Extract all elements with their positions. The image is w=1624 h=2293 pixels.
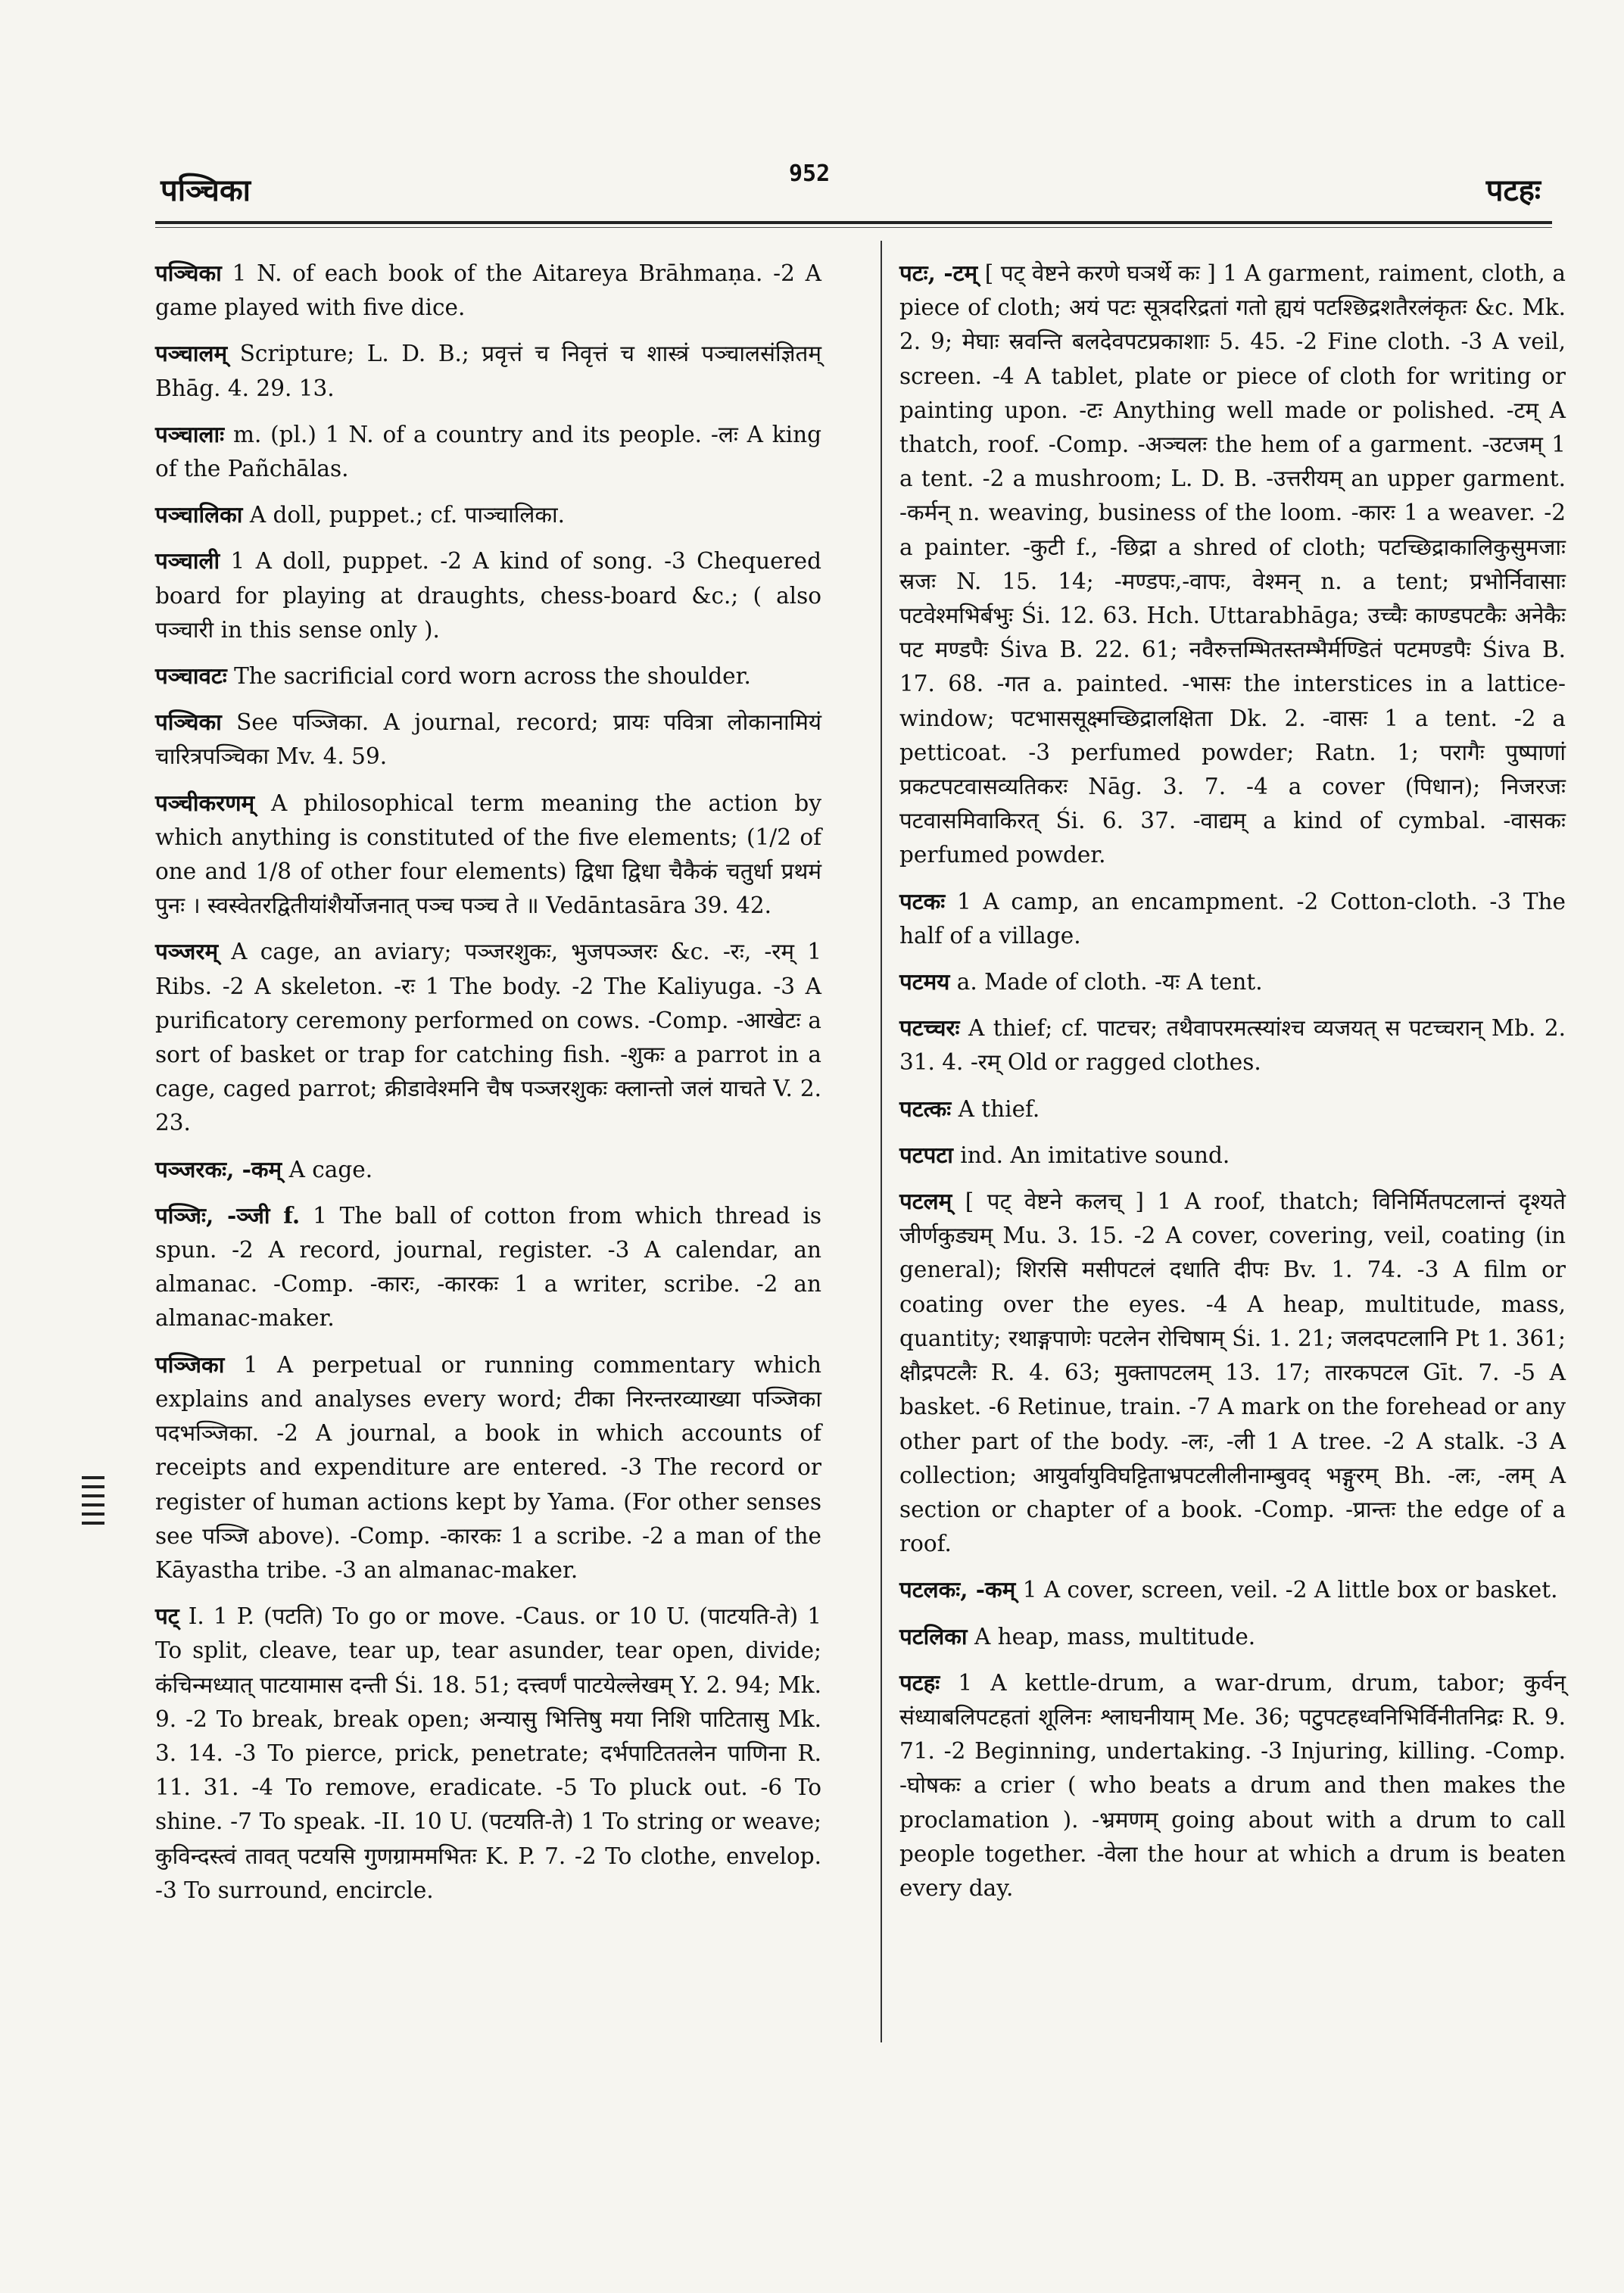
headword: पटमय — [899, 968, 950, 995]
header-rule-thin — [155, 227, 1552, 228]
definition: 1 A cover, screen, veil. -2 A little box or basket. — [1022, 1577, 1558, 1603]
headword: पटपटा — [899, 1141, 953, 1168]
headword: पञ्चालिका — [155, 501, 243, 528]
margin-marker-icon — [82, 1476, 104, 1535]
headword: पञ्जिका — [155, 1351, 225, 1378]
headword: पञ्जरम् — [155, 938, 219, 965]
page-number: 952 — [789, 160, 831, 187]
header-left-word: पञ्चिका — [161, 173, 251, 208]
definition: [ पट् वेष्टने कलच् ] 1 A roof, thatch; विनिर्मितपटलान्तं दृश्यते जीर्णकुड्यम् Mu. 3. 15. -2 A cover, covering, veil, coating (in general); शिरसि मसीपटलं दधाति दीपः Bv. 1. 74. -3 A film or coating over the eyes. -4 A heap, multitude, mass, quantity; रथाङ्गपाणेः पटलेन रोचिषाम् Śi. 1. 21; जलदपटलानि Pt 1. 361; क्षौद्रपटलैः R. 4. 63; मुक्तापटलम् 13. 17; तारकपटल Gīt. 7. -5 A basket. -6 Retinue, train. -7 A mark on the forehead or any other part of the body. -लः, -ली 1 A tree. -2 A stalk. -3 A collection; आयुर्वायुविघट्टिताभ्रपटलीलीनाम्बुवद् भङ्गुरम् Bh. -लः, -लम् A section or chapter of a book. -Comp. -प्रान्तः the edge of a roof. — [899, 1189, 1566, 1557]
dictionary-entry — [899, 1665, 1566, 1905]
headword: पटलिका — [899, 1622, 968, 1650]
headword: पञ्जरकः, -कम् — [155, 1155, 282, 1182]
headword: पञ्जिः, -ञ्जी f. — [155, 1201, 301, 1229]
headword: पञ्चालम् — [155, 340, 228, 367]
definition: ind. An imitative sound. — [960, 1142, 1230, 1168]
dictionary-entry — [155, 705, 821, 774]
headword: पटः, -टम् — [899, 260, 978, 286]
dictionary-entry — [899, 1619, 1566, 1654]
dictionary-entry — [899, 256, 1566, 873]
dictionary-entry — [155, 786, 821, 924]
dictionary-entry — [155, 336, 821, 405]
definition: A heap, mass, multitude. — [974, 1623, 1256, 1650]
headword: पञ्चावटः — [155, 662, 227, 690]
dictionary-entry — [899, 1011, 1566, 1080]
headword: पञ्चिका — [155, 260, 222, 286]
definition: 1 The ball of cotton from which thread is spun. -2 A record, journal, register. -3 A calendar, an almanac. -Comp. -कारः, -कारकः 1 a writer, scribe. -2 an almanac-maker. — [155, 1202, 821, 1332]
dictionary-entry — [155, 544, 821, 647]
headword: पटहः — [899, 1668, 940, 1696]
dictionary-entry — [899, 964, 1566, 999]
dictionary-entry — [155, 256, 821, 325]
definition: A cage. — [288, 1156, 373, 1182]
headword: पटलकः, -कम् — [899, 1576, 1016, 1603]
header-rule — [155, 221, 1552, 224]
dictionary-entry — [899, 1572, 1566, 1607]
header-right-word: पटहः — [1485, 173, 1541, 208]
definition: Scripture; L. D. B.; प्रवृत्तं च निवृत्तं च शास्त्रं पञ्चालसंज्ञितम् Bhāg. 4. 29. 13. — [155, 341, 821, 401]
headword: पञ्चाली — [155, 547, 220, 575]
dictionary-entry — [155, 659, 821, 693]
definition: A thief; cf. पाटचर; तथैवापरमत्स्यांश्च व्यजयत् स पटच्चरान् Mb. 2. 31. 4. -रम् Old or ragged clothes. — [899, 1015, 1566, 1076]
definition: See पञ्जिका. A journal, record; प्रायः पवित्रा लोकानामियं चारित्रपञ्चिका Mv. 4. 59. — [155, 709, 821, 770]
dictionary-entry — [899, 1092, 1566, 1126]
dictionary-entry — [899, 1138, 1566, 1173]
dictionary-entry — [155, 1152, 821, 1187]
dictionary-entry — [155, 1198, 821, 1336]
definition: A philosophical term meaning the action by which anything is constituted of the five elements; (1/2 of one and 1/8 of other four elements) द्विधा द्विधा चैकैकं चतुर्धा प्रथमं पुनः । स्वस्वेतरद्वितीयांशैर्योजनात् पञ्च पञ्च ते ॥ Vedāntasāra 39. 42. — [155, 790, 821, 919]
headword: पञ्चालाः — [155, 420, 225, 447]
headword: पटच्चरः — [899, 1014, 960, 1042]
dictionary-entry — [899, 1184, 1566, 1561]
dictionary-entry — [155, 497, 821, 532]
dictionary-entry — [899, 884, 1566, 953]
column-divider — [881, 241, 882, 2042]
headword: पटलम् — [899, 1188, 952, 1215]
headword: पटकः — [899, 887, 946, 914]
headword: पञ्चीकरणम् — [155, 789, 255, 816]
definition: 1 A camp, an encampment. -2 Cotton-cloth. -3 The half of a village. — [899, 888, 1566, 949]
definition: A cage, an aviary; पञ्जरशुकः, भुजपञ्जरः &c. -रः, -रम् 1 Ribs. -2 A skeleton. -रः 1 The body. -2 The Kaliyuga. -3 A purificatory ceremony performed on cows. -Comp. -आखेटः a sort of basket or trap for catching fish. -शुकः a parrot in a cage, caged parrot; क्रीडावेश्मनि चैष पञ्जरशुकः क्लान्तो जलं याचते V. 2. 23. — [155, 939, 821, 1136]
dictionary-entry — [155, 417, 821, 486]
definition: m. (pl.) 1 N. of a country and its people. -लः A king of the Pañchālas. — [155, 421, 821, 482]
definition: The sacrificial cord worn across the shoulder. — [234, 663, 751, 690]
headword: पञ्चिका — [155, 709, 222, 736]
dictionary-entry — [155, 934, 821, 1140]
definition: 1 A perpetual or running commentary which explains and analyses every word; टीका निरन्तरव्याख्या पञ्जिका पदभञ्जिका. -2 A journal, a book in which accounts of receipts and expenditure are entered. -3 The record or register of human actions kept by Yama. (For other senses see पञ्जि above). -Comp. -कारकः 1 a scribe. -2 a man of the Kāyastha tribe. -3 an almanac-maker. — [155, 1351, 821, 1583]
definition: A doll, puppet.; cf. पाञ्चालिका. — [249, 502, 566, 528]
definition: 1 N. of each book of the Aitareya Brāhmaṇa. -2 A game played with five dice. — [155, 260, 821, 321]
headword: पट् — [155, 1603, 179, 1630]
definition: 1 A kettle-drum, a war-drum, drum, tabor; कुर्वन् संध्याबलिपटहतां शूलिनः श्लाघनीयाम् Me. 36; पटुपटहध्वनिभिर्विनीतनिद्रः R. 9. 71. -2 Beginning, undertaking. -3 Injuring, killing. -Comp. -घोषकः a crier ( who beats a drum and then makes the proclamation ). -भ्रमणम् going about with a drum to call people together. -वेला the hour at which a drum is beaten every day. — [899, 1669, 1566, 1901]
right-column — [899, 256, 1566, 1917]
definition: I. 1 P. (पटति) To go or move. -Caus. or 10 U. (पाटयति-ते) 1 To split, cleave, tear up, tear asunder, tear open, divide; कंचिन्मध्यात् पाटयामास दन्ती Śi. 18. 51; दत्त्वर्णं पाटयेल्लेखम् Y. 2. 94; Mk. 9. -2 To break, break open; अन्यासु भित्तिषु मया निशि पाटितासु Mk. 3. 14. -3 To pierce, prick, penetrate; दर्भपाटिततलेन पाणिना R. 11. 31. -4 To remove, eradicate. -5 To pluck out. -6 To shine. -7 To speak. -II. 10 U. (पटयति-ते) 1 To string or weave; कुविन्दस्त्वं तावत् पटयसि गुणग्राममभितः K. P. 7. -2 To clothe, envelop. -3 To surround, encircle. — [155, 1603, 821, 1903]
headword: पटत्कः — [899, 1095, 952, 1122]
definition: A thief. — [958, 1095, 1040, 1122]
definition: a. Made of cloth. -यः A tent. — [956, 969, 1263, 995]
dictionary-entry — [155, 1347, 821, 1587]
left-column — [155, 256, 821, 1919]
definition: 1 A doll, puppet. -2 A kind of song. -3 Chequered board for playing at draughts, chess-board &c.; ( also पञ्चारी in this sense only ). — [155, 548, 821, 643]
definition: [ पट् वेष्टने करणे घञर्थे कः ] 1 A garment, raiment, cloth, a piece of cloth; अयं पटः सूत्रदरिद्रतां गतो ह्ययं पटश्छिद्रशतैरलंकृतः &c. Mk. 2. 9; मेघाः स्रवन्ति बलदेवपटप्रकाशाः 5. 45. -2 Fine cloth. -3 A veil, screen. -4 A tablet, plate or piece of cloth for writing or painting upon. -टः Anything well made or polished. -टम् A thatch, roof. -Comp. -अञ्चलः the hem of a garment. -उटजम् 1 a tent. -2 a mushroom; L. D. B. -उत्तरीयम् an upper garment. -कर्मन् n. weaving, business of the loom. -कारः 1 a weaver. -2 a painter. -कुटी f., -छिद्रा a shred of cloth; पटच्छिद्राकालिकुसुमजाः स्रजः N. 15. 14; -मण्डपः,-वापः, वेश्मन् n. a tent; प्रभोर्निवासाः पटवेश्मभिर्बभुः Śi. 12. 63. Hch. Uttarabhāga; उच्चैः काण्डपटकैः अनेकैः पट मण्डपैः Śiva B. 22. 61; नवैरुत्तम्भितस्तम्भैर्मण्डितं पटमण्डपैः Śiva B. 17. 68. -गत a. painted. -भासः the interstices in a lattice-window; पटभाससूक्ष्मच्छिद्रालक्षिता Dk. 2. -वासः 1 a tent. -2 a petticoat. -3 perfumed powder; Ratn. 1; परागैः पुष्पाणां प्रकटपटवासव्यतिकरः Nāg. 3. 7. -4 a cover (पिधान); निजरजः पटवासमिवाकिरत् Śi. 6. 37. -वाद्यम् a kind of cymbal. -वासकः perfumed powder. — [899, 260, 1566, 868]
dictionary-entry — [155, 1599, 821, 1908]
